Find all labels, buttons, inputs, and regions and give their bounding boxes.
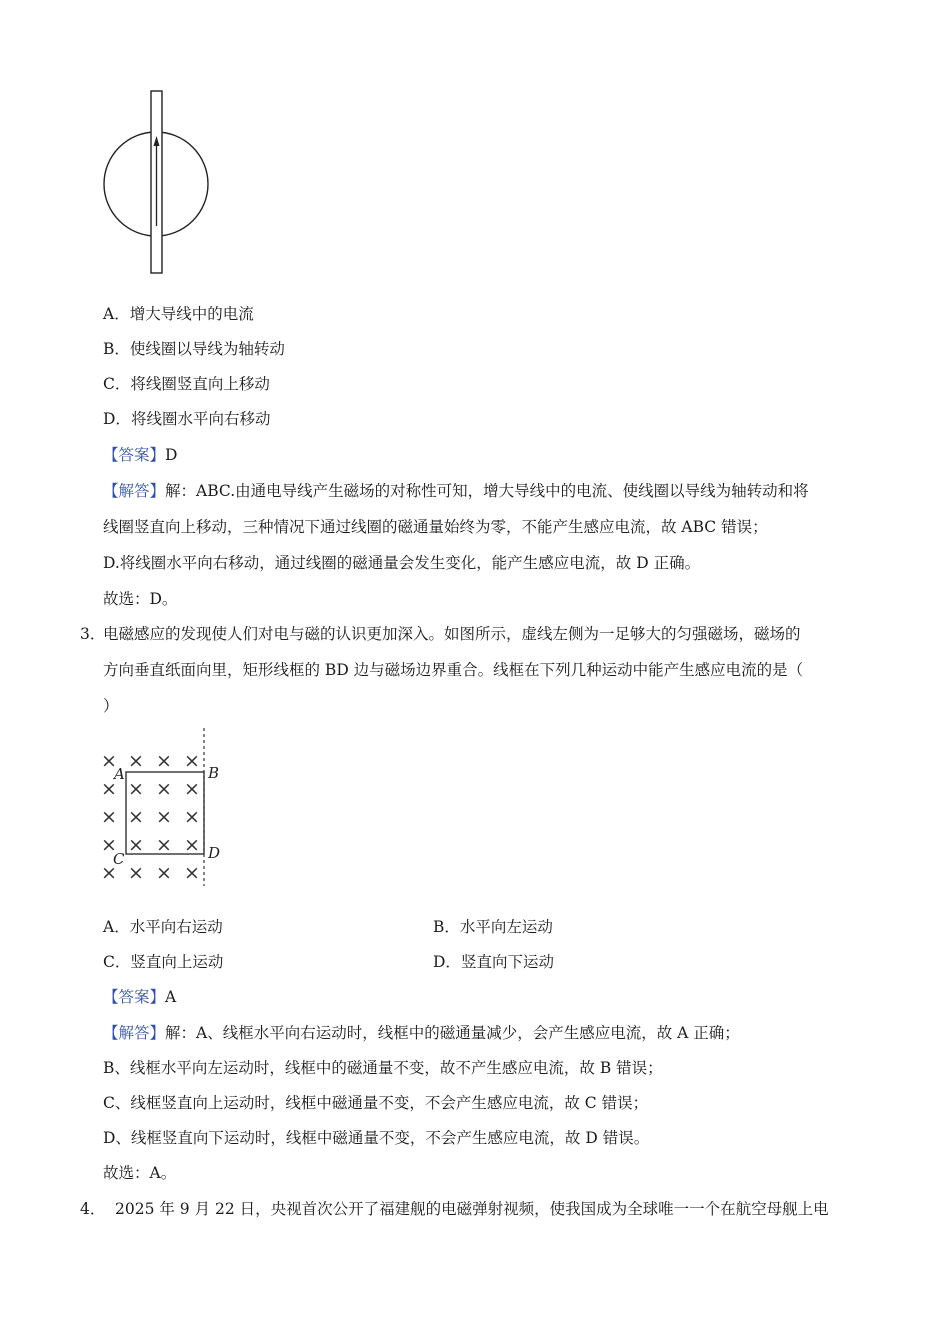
- field-cross: ×: [101, 806, 117, 828]
- answer-tag: 【答案】: [103, 446, 166, 464]
- q2-option-b: B．使线圈以导线为轴转动: [103, 340, 285, 358]
- field-cross: ×: [128, 862, 144, 884]
- field-cross: ×: [184, 834, 200, 856]
- q3-analysis-line-1: 【解答】解：A、线框水平向右运动时，线框中的磁通量减少，会产生感应电流，故 A 正确；: [103, 1024, 740, 1042]
- q3-stem-line-1: 电磁感应的发现使人们对电与磁的认识更加深入。如图所示，虚线左侧为一足够大的匀强磁场，磁场的: [103, 625, 801, 643]
- field-cross: ×: [101, 778, 117, 800]
- q2-analysis-line-1: 【解答】解：ABC.由通电导线产生磁场的对称性可知，增大导线中的电流、使线圈以导线为轴转动和将: [103, 482, 809, 500]
- field-cross: ×: [101, 862, 117, 884]
- q3-option-a: A．水平向右运动: [103, 918, 223, 936]
- q2-option-d: D．将线圈水平向右移动: [103, 410, 271, 428]
- q4-stem-line-1: 2025 年 9 月 22 日，央视首次公开了福建舰的电磁弹射视频，使我国成为全球唯一一个在航空母舰上电: [115, 1200, 829, 1218]
- label-b: B: [208, 764, 220, 782]
- q3-answer: 【答案】A: [103, 988, 177, 1006]
- q2-conclusion: 故选：D。: [103, 590, 178, 608]
- q3-number: 3．: [80, 625, 106, 643]
- q2-answer: 【答案】D: [103, 446, 178, 464]
- analysis-tag: 【解答】: [103, 482, 166, 500]
- field-cross: ×: [184, 778, 200, 800]
- magnetic-field-figure: [98, 726, 228, 888]
- q3-option-d: D．竖直向下运动: [433, 953, 554, 971]
- answer-tag: 【答案】: [103, 988, 166, 1006]
- q2-analysis-line-3: D.将线圈水平向右移动，通过线圈的磁通量会发生变化，能产生感应电流，故 D 正确。: [103, 554, 701, 572]
- label-d: D: [208, 844, 221, 862]
- q3-stem-line-2: 方向垂直纸面向里，矩形线框的 BD 边与磁场边界重合。线框在下列几种运动中能产生感应电流的是（: [103, 661, 804, 679]
- field-cross: ×: [156, 862, 172, 884]
- field-cross: ×: [184, 750, 200, 772]
- field-cross: ×: [184, 862, 200, 884]
- field-cross: ×: [128, 806, 144, 828]
- q3-analysis-line-2: B、线框水平向左运动时，线框中的磁通量不变，故不产生感应电流，故 B 错误；: [103, 1059, 663, 1077]
- q3-option-b: B．水平向左运动: [433, 918, 553, 936]
- field-cross: ×: [156, 834, 172, 856]
- q2-option-a: A．增大导线中的电流: [103, 305, 254, 323]
- q3-conclusion: 故选：A。: [103, 1164, 177, 1182]
- q3-analysis-line-4: D、线框竖直向下运动时，线框中磁通量不变，不会产生感应电流，故 D 错误。: [103, 1129, 650, 1147]
- field-cross: ×: [156, 778, 172, 800]
- q3-stem-line-3: ）: [103, 697, 119, 715]
- field-cross: ×: [128, 778, 144, 800]
- field-cross: ×: [101, 834, 117, 856]
- q4-number: 4．: [80, 1200, 106, 1218]
- q2-analysis-line-2: 线圈竖直向上移动，三种情况下通过线圈的磁通量始终为零，不能产生感应电流，故 ABC 错误；: [103, 518, 768, 536]
- q3-analysis-line-3: C、线框竖直向上运动时，线框中磁通量不变，不会产生感应电流，故 C 错误；: [103, 1094, 649, 1112]
- analysis-tag: 【解答】: [103, 1024, 166, 1042]
- field-cross: ×: [128, 834, 144, 856]
- field-cross: ×: [101, 750, 117, 772]
- q2-option-c: C．将线圈竖直向上移动: [103, 375, 270, 393]
- coil-wire-figure: [100, 88, 212, 278]
- label-c: C: [113, 850, 125, 868]
- q3-option-c: C．竖直向上运动: [103, 953, 224, 971]
- label-a: A: [114, 765, 125, 783]
- field-cross: ×: [156, 806, 172, 828]
- field-cross: ×: [128, 750, 144, 772]
- field-cross: ×: [184, 806, 200, 828]
- field-cross: ×: [156, 750, 172, 772]
